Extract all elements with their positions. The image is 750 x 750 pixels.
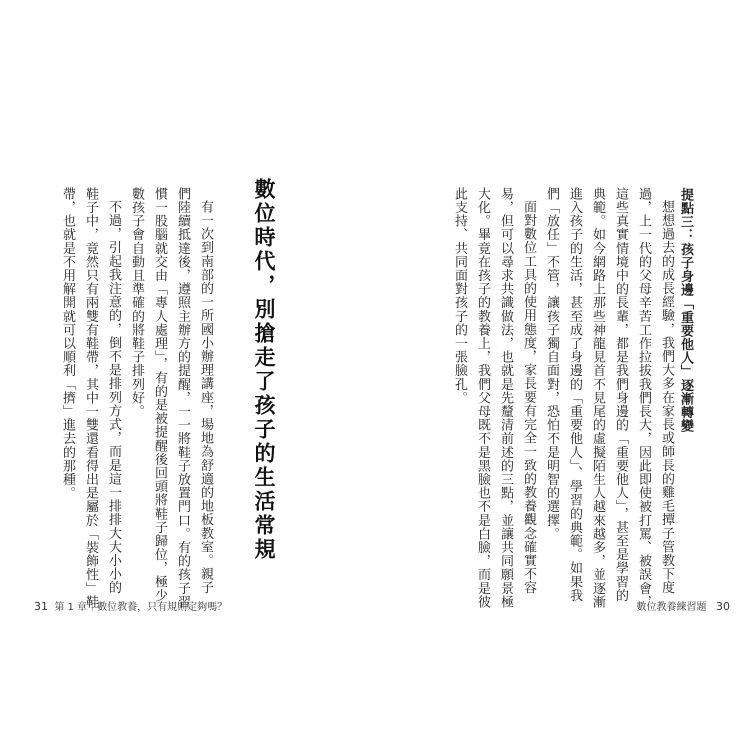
text-column: 們「放任」不管，讓孩子獨自面對，恐怕不是明智的選擇。 [544, 187, 559, 541]
page-number: 31 [34, 600, 48, 613]
text-column: 面對數位工具的使用態度，家長要有完全一致的教養觀念確實不容 [521, 200, 536, 595]
text-column: 鞋子中，竟然只有兩雙有鞋帶，其中一雙還看得出是屬於「裝飾性」鞋 [83, 187, 98, 609]
text-column: 典範。如今網路上那些神龍見首不見尾的虛擬陌生人越來越多，並逐漸 [590, 187, 605, 609]
page-footer-right [636, 598, 730, 613]
text-column: 過，上一代的父母辛苦工作拉拔我們長大，因此即使被打罵、被誤會， [636, 187, 651, 609]
chapter-label: 第 1 章｜數位教養，只有規則定夠嗎？ [54, 602, 228, 613]
text-column: 們陸續抵達後，遵照主辦方的提醒，一一將鞋子放置門口。有的孩子習 [175, 187, 190, 609]
text-column: 易，但可以尋求共識做法，也就是先釐清前述的三點，並讓共同願景極 [498, 187, 513, 609]
text-column: 帶，也就是不用解開就可以順利「擠」進去的那種。 [60, 187, 75, 500]
text-column: 進入孩子的生活，甚至成了身邊的「重要他人」、學習的典範。如果我 [567, 187, 582, 603]
text-column: 不過，引起我注意的，倒不是排列方式，而是這一排排大大小小的 [106, 200, 121, 595]
chapter-title: 數位時代，別搶走了孩子的生活常規 [252, 178, 277, 562]
text-column: 大化。畢竟在孩子的教養上，我們父母既不是黑臉也不是白臉，而是彼 [475, 187, 490, 609]
text-column: 這些真實情境中的長輩，都是我們身邊的「重要他人」，甚至是學習的 [613, 187, 628, 603]
text-column: 數孩子會自動且準確的將鞋子排列好。 [129, 187, 144, 419]
text-column: 慣一股腦就交由「專人處理」，有的是被提醒後回頭將鞋子歸位，極少 [152, 187, 167, 603]
page-number: 30 [716, 600, 730, 613]
book-title: 數位教養練習題 [636, 602, 707, 613]
text-column: 有一次到南部的一所國小辦理講座，場地為舒適的地板教室。親子 [198, 200, 213, 595]
text-column: 此支持、共同面對孩子的一張臉孔。 [452, 187, 467, 405]
page-footer-left [34, 598, 227, 613]
text-column: 想想過去的成長經驗，我們大多在家長或師長的雞毛撢子管教下度 [659, 200, 674, 595]
section-heading: 提點三：孩子身邊「重要他人」逐漸轉變 [678, 188, 693, 433]
right-page [375, 0, 750, 750]
